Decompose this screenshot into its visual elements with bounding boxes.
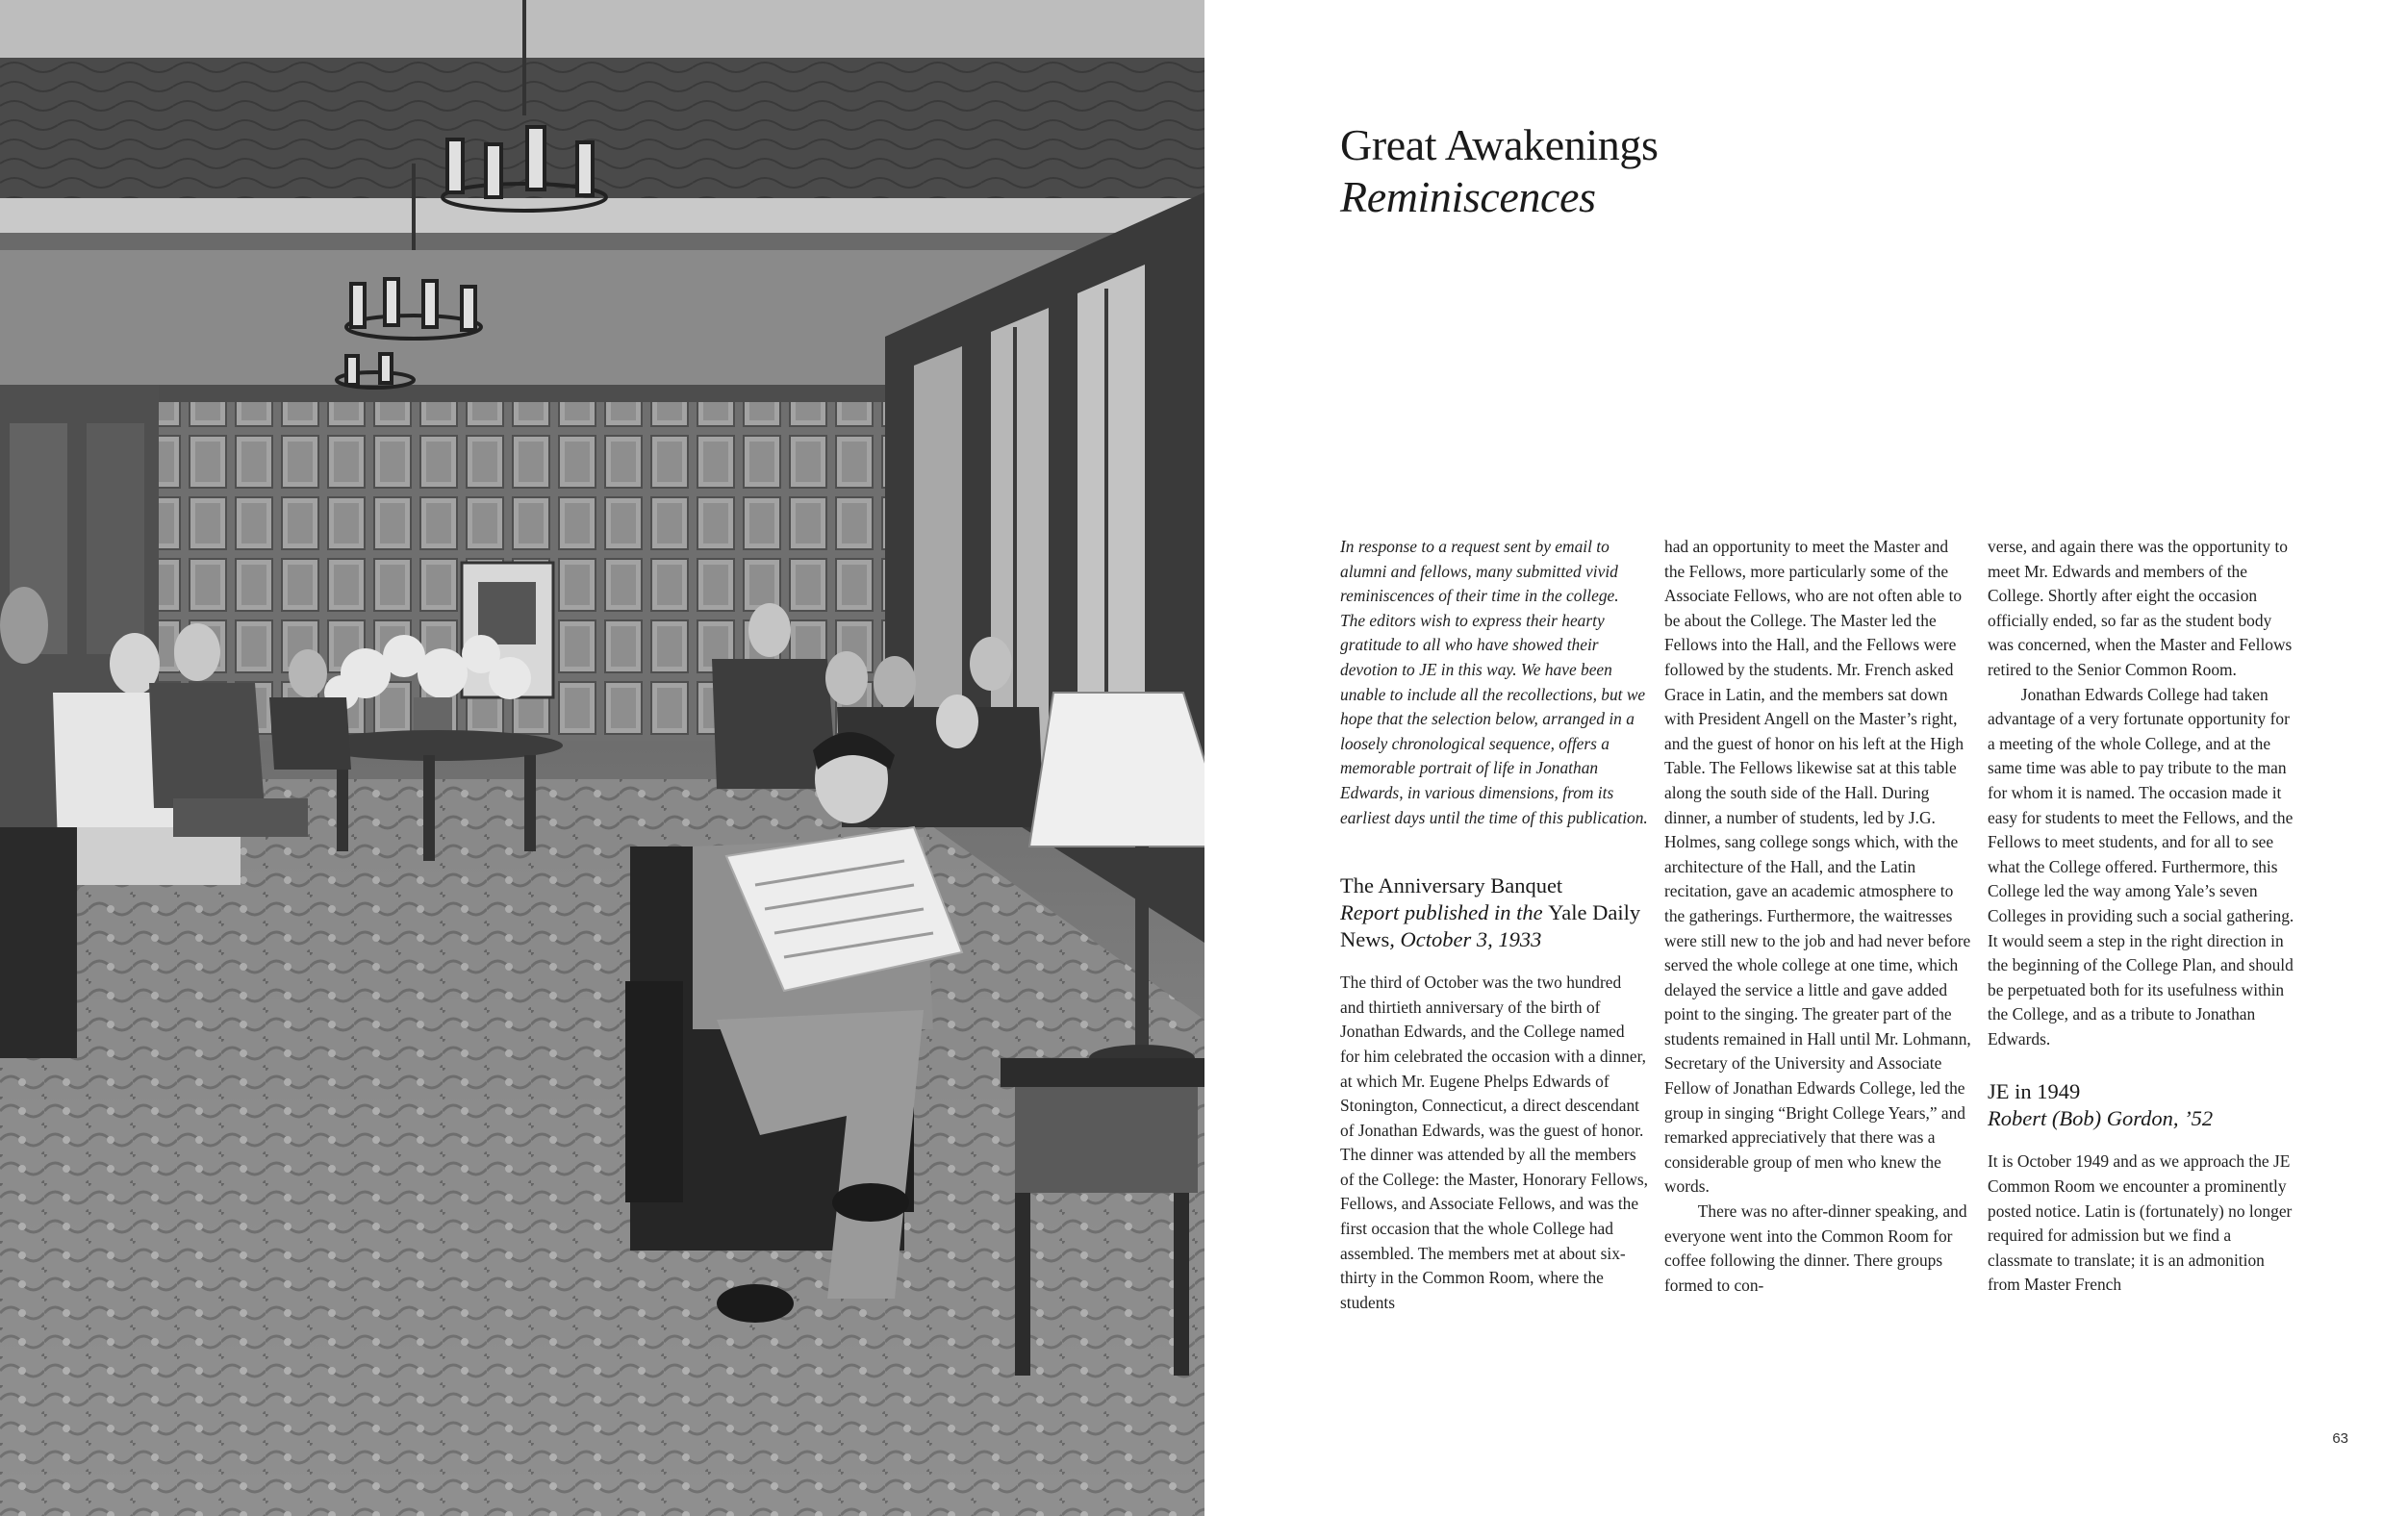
chapter-subtitle: Reminiscences <box>1340 172 1596 221</box>
body-paragraph: Jonathan Edwards College had taken advantage of a very fortunate opportunity for a meeting of the whole College, and at the same time was able to pay tribute to the man for whom it is named. The occasion made it easy for students to meet the Fellows, and the Fellows to meet students, and for all to see what the College offered. Furthermore, this College led the way among Yale’s seven Colleges in providing such a social gathering. It would seem a step in the right direction in the beginning of the College Plan, and should be perpetuated both for its usefulness within the College, and as a tribute to Jonathan Edwards. <box>1988 684 2294 1049</box>
text-column-3 <box>1988 535 2295 1298</box>
section-title-anniversary-banquet: The Anniversary Banquet <box>1340 873 1563 898</box>
section-byline-anniversary-banquet <box>1340 899 1648 953</box>
byline-publication: Yale Daily News <box>1340 900 1641 952</box>
body-paragraph: It is October 1949 and as we approach the JE Common Room we encounter a prominently posted notice. Latin is (fortunately) no longer required for admission but we find a classmate to translate; it is an admonition from Master French <box>1988 1151 2293 1295</box>
intro-paragraph: In response to a request sent by email to alumni and fellows, many submitted vivid reminiscences of their time in the college. The editors wish to express their hearty gratitude to all who have showed their devotion to JE in this way. We have been unable to include all the recollections, but we hope that the selection below, arranged in a loosely chronological sequence, offers a memorable portrait of life in Jonathan Edwards, in various dimensions, from its earliest days until the time of this publication. <box>1340 537 1648 827</box>
section-title-je-1949: JE in 1949 <box>1988 1079 2081 1104</box>
text-column-1 <box>1340 535 1648 1315</box>
body-paragraph: There was no after-dinner speaking, and everyone went into the Common Room for coffee following the dinner. There groups formed to con- <box>1664 1201 1967 1295</box>
text-column-2 <box>1664 535 1972 1298</box>
body-paragraph: verse, and again there was the opportunity to meet Mr. Edwards and members of the College. Shortly after eight the occasion officially ended, so far as the student body was concerned, when the Master and Fellows retired to the Senior Common Room. <box>1988 537 2293 679</box>
byline-date: , October 3, 1933 <box>1389 927 1542 952</box>
body-paragraph: had an opportunity to meet the Master and the Fellows, more particularly some of the Associate Fellows, who are not often able to be about the College. The Master led the Fellows into the Hall, and the Fellows were followed by the students. Mr. French asked Grace in Latin, and the members sat down with President Angell on the Master’s right, and the guest of honor on his left at the High Table. The Fellows likewise sat at this table along the south side of the Hall. During dinner, a number of students, led by J.G. Holmes, sang college songs which, with the architecture of the Hall, and the Latin recitation, gave an academic atmosphere to the gatherings. Furthermore, the waitresses were still new to the job and had never before served the whole college at one time, which delayed the service a little and gave added point to the singing. The greater part of the students remained in Hall until Mr. Lohmann, Secretary of the University and Associate Fellow of Jonathan Edwards College, led the group in singing “Bright College Years,” and remarked appreciatively that there was a considerable group of men who knew the words. <box>1664 537 1971 1197</box>
chapter-title-block <box>1340 119 1658 223</box>
body-paragraph: The third of October was the two hundred and thirtieth anniversary of the birth of Jonathan Edwards, and the College named for him celebrated the occasion with a dinner, at which Mr. Eugene Phelps Edwards of Stonington, Connecticut, a direct descendant of Jonathan Edwards, was the guest of honor. The dinner was attended by all the members of the College: the Master, Honorary Fellows, Fellows, and Associate Fellows, and was the first occasion that the whole College had assembled. The members met at about six-thirty in the Common Room, where the students <box>1340 973 1648 1312</box>
chapter-title: Great Awakenings <box>1340 120 1659 169</box>
byline-prefix: Report published in the <box>1340 900 1549 925</box>
page-number: 63 <box>2332 1430 2348 1447</box>
section-byline-je-1949: Robert (Bob) Gordon, ’52 <box>1988 1106 2214 1131</box>
text-page <box>1204 0 2408 1516</box>
